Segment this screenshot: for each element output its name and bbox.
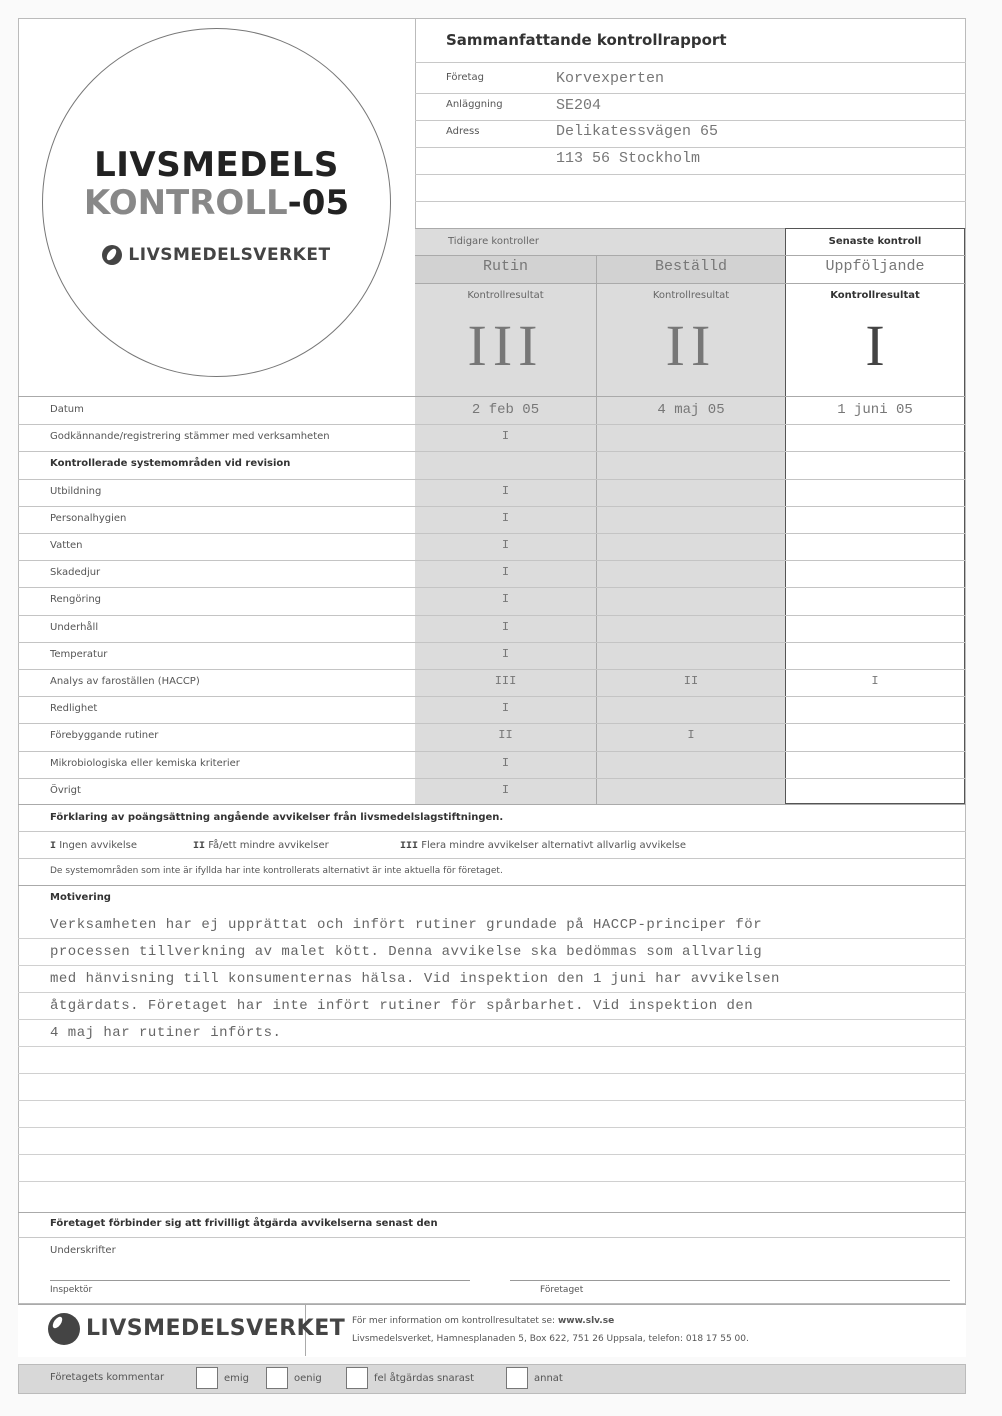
col3-result-label: Kontrollresultat	[830, 290, 920, 301]
adress-line2: 113 56 Stockholm	[556, 150, 701, 167]
comment-opt-oenig[interactable]: oenig	[266, 1367, 322, 1389]
anlaggning-label: Anläggning	[446, 99, 503, 110]
table-row-label: Kontrollerade systemområden vid revision	[50, 458, 291, 469]
table-row-label: Skadedjur	[50, 567, 101, 578]
logo-title-line2: KONTROLL-05	[83, 183, 350, 223]
comment-opt-emig[interactable]: emig	[196, 1367, 249, 1389]
logo-circle	[42, 28, 391, 377]
table-row-label: Redlighet	[50, 703, 98, 714]
legend-i: I Ingen avvikelse	[50, 840, 137, 852]
table-cell-c1: I	[501, 647, 510, 661]
inspector-label: Inspektör	[50, 1285, 93, 1295]
table-cell-c2: 4 maj 05	[657, 402, 725, 418]
logo-brand: LIVSMEDELSVERKET	[43, 245, 390, 265]
col2-type: Beställd	[654, 258, 727, 275]
table-cell-c2: II	[683, 674, 699, 688]
table-row-label: Utbildning	[50, 486, 102, 497]
table-cell-c1: 2 feb 05	[471, 402, 540, 418]
adress-label: Adress	[446, 126, 480, 137]
table-cell-c1: I	[501, 484, 510, 498]
table-cell-c1: I	[501, 783, 510, 797]
table-row-label: Förebyggande rutiner	[50, 730, 159, 741]
table-cell-c1: I	[501, 429, 510, 443]
table-cell-c1: I	[501, 701, 510, 715]
table-cell-c1: III	[494, 674, 517, 688]
col1-result-label: Kontrollresultat	[467, 290, 544, 301]
col3-type: Uppföljande	[825, 258, 925, 275]
table-cell-c3: I	[871, 674, 879, 688]
anlaggning-value: SE204	[556, 97, 602, 114]
checkbox-annat[interactable]	[506, 1367, 528, 1389]
comment-label: Företagets kommentar	[50, 1372, 165, 1383]
motivering-line: processen tillverkning av malet kött. Denna avvikelse ska bedömmas som allvarlig	[50, 944, 763, 960]
col1-type: Rutin	[482, 258, 528, 275]
comment-opt-fel[interactable]: fel åtgärdas snarast	[346, 1367, 474, 1389]
legend-note: De systemområden som inte är ifyllda har inte kontrollerats alternativt är inte aktuella för företaget.	[50, 866, 503, 876]
table-cell-c1: II	[498, 728, 513, 742]
table-row-label: Godkännande/registrering stämmer med verksamheten	[50, 431, 330, 442]
table-cell-c1: I	[501, 565, 510, 579]
leaf-logo-icon	[102, 245, 122, 265]
legend-ii: II Få/ett mindre avvikelser	[193, 840, 329, 852]
commitment-text: Företaget förbinder sig att frivilligt åtgärda avvikelserna senast den	[50, 1218, 438, 1229]
checkbox-oenig[interactable]	[266, 1367, 288, 1389]
table-row-label: Vatten	[50, 540, 83, 551]
latest-control-label: Senaste kontroll	[828, 236, 922, 247]
report-title: Sammanfattande kontrollrapport	[446, 31, 727, 49]
table-row-label: Övrigt	[50, 785, 81, 796]
table-row-label: Rengöring	[50, 594, 102, 605]
foretag-label: Företag	[446, 72, 484, 83]
foretag-value: Korvexperten	[556, 70, 665, 87]
motivering-line: Verksamheten har ej upprättat och infört rutiner grundade på HACCP-principer för	[50, 917, 763, 933]
checkbox-emig[interactable]	[196, 1367, 218, 1389]
table-row-label: Underhåll	[50, 622, 99, 633]
table-row-label: Temperatur	[50, 649, 108, 660]
col2-result: II	[665, 313, 717, 378]
motivering-label: Motivering	[50, 892, 111, 903]
footer-leaf-icon	[48, 1313, 80, 1345]
table-row-label: Personalhygien	[50, 513, 127, 524]
company-signature-label: Företaget	[540, 1285, 584, 1295]
col2-result-label: Kontrollresultat	[652, 290, 730, 301]
table-cell-c2: I	[687, 728, 695, 742]
footer-info: För mer information om kontrollresultatet se: www.slv.se	[352, 1316, 615, 1326]
legend-title: Förklaring av poängsättning angående avvikelser från livsmedelslagstiftningen.	[50, 812, 504, 823]
signature-label: Underskrifter	[50, 1245, 116, 1256]
footer-brand: LIVSMEDELSVERKET	[48, 1313, 345, 1345]
motivering-line: 4 maj har rutiner införts.	[50, 1025, 282, 1041]
table-row-label: Mikrobiologiska eller kemiska kriterier	[50, 758, 240, 769]
table-row-label: Datum	[50, 404, 84, 415]
table-cell-c3: 1 juni 05	[837, 402, 913, 418]
footer-address: Livsmedelsverket, Hamnesplanaden 5, Box 622, 751 26 Uppsala, telefon: 018 17 55 00.	[352, 1334, 749, 1344]
table-cell-c1: I	[501, 511, 510, 525]
previous-controls-label: Tidigare kontroller	[448, 236, 540, 247]
adress-line1: Delikatessvägen 65	[556, 123, 719, 140]
legend-iii: III Flera mindre avvikelser alternativt allvarlig avvikelse	[400, 840, 686, 852]
logo-title-line1: LIVSMEDELS	[94, 145, 339, 185]
table-cell-c1: I	[501, 538, 510, 552]
table-cell-c1: I	[501, 756, 510, 770]
col3-result: I	[865, 313, 885, 378]
checkbox-fel[interactable]	[346, 1367, 368, 1389]
col1-result: III	[467, 313, 544, 378]
table-cell-c1: I	[501, 592, 510, 606]
footer-url-link[interactable]: www.slv.se	[557, 1316, 615, 1326]
motivering-line: med hänvisning till konsumenternas hälsa. Vid inspektion den 1 juni har avvikelsen	[50, 971, 780, 987]
table-cell-c1: I	[501, 620, 510, 634]
table-row-label: Analys av faroställen (HACCP)	[50, 676, 200, 687]
motivering-line: åtgärdats. Företaget har inte infört rutiner för spårbarhet. Vid inspektion den	[50, 998, 754, 1014]
comment-opt-annat[interactable]: annat	[506, 1367, 563, 1389]
